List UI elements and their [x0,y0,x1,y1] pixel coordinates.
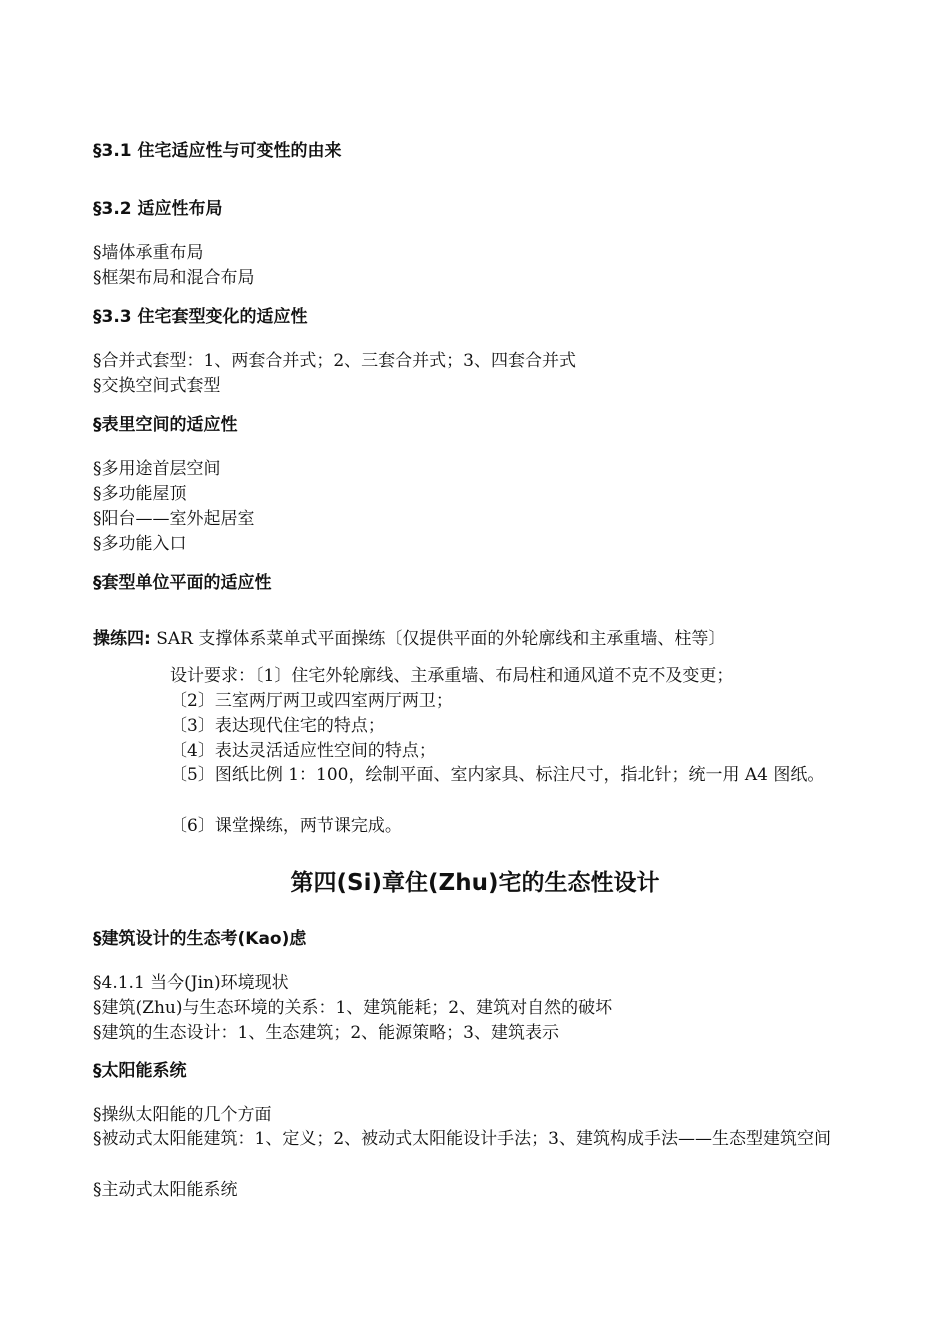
list-item: §建筑的生态设计：1、生态建筑；2、能源策略；3、建筑表示 [93,1023,559,1043]
requirement-1: 设计要求：〔1〕住宅外轮廓线、主承重墙、布局柱和通风道不克不及变更； [170,666,734,686]
list-item: §交换空间式套型 [93,376,221,396]
exercise-label: 操练四: [93,629,151,649]
heading-solar: §太阳能系统 [93,1061,187,1081]
chapter-title: 第四(Si)章住(Zhu)宅的生态性设计 [290,870,660,896]
heading-3-2: §3.2 适应性布局 [93,199,223,219]
requirement-5: 〔5〕图纸比例 1：100，绘制平面、室内家具、标注尺寸，指北针；统一用 A4 图纸。 [170,765,825,785]
requirement-4: 〔4〕表达灵活适应性空间的特点； [170,741,436,761]
list-item: §多功能入口 [93,534,187,554]
requirement-6: 〔6〕课堂操练，两节课完成。 [170,816,402,836]
heading-unit-plan: §套型单位平面的适应性 [93,573,272,593]
list-item: §建筑(Zhu)与生态环境的关系：1、建筑能耗；2、建筑对自然的破坏 [93,998,613,1018]
heading-3-3: §3.3 住宅套型变化的适应性 [93,307,308,327]
exercise-text: SAR 支撑体系菜单式平面操练〔仅提供平面的外轮廓线和主承重墙、柱等〕 [156,629,726,649]
requirement-3: 〔3〕表达现代住宅的特点； [170,716,385,736]
list-item: §框架布局和混合布局 [93,268,255,288]
list-item: §操纵太阳能的几个方面 [93,1105,272,1125]
exercise-line [93,628,725,650]
list-item: §墙体承重布局 [93,243,204,263]
list-item: §多功能屋顶 [93,484,187,504]
list-item: §合并式套型：1、两套合并式；2、三套合并式；3、四套合并式 [93,351,576,371]
list-item: §被动式太阳能建筑：1、定义；2、被动式太阳能设计手法；3、建筑构成手法——生态型建筑空间 [93,1129,831,1149]
list-item: §主动式太阳能系统 [93,1180,238,1200]
requirement-2: 〔2〕三室两厅两卫或四室两厅两卫； [170,691,453,711]
heading-space: §表里空间的适应性 [93,415,238,435]
list-item: §阳台——室外起居室 [93,509,255,529]
heading-eco: §建筑设计的生态考(Kao)虑 [93,929,307,949]
heading-3-1: §3.1 住宅适应性与可变性的由来 [93,141,342,161]
list-item: §多用途首层空间 [93,459,221,479]
list-item: §4.1.1 当今(Jin)环境现状 [93,973,289,993]
